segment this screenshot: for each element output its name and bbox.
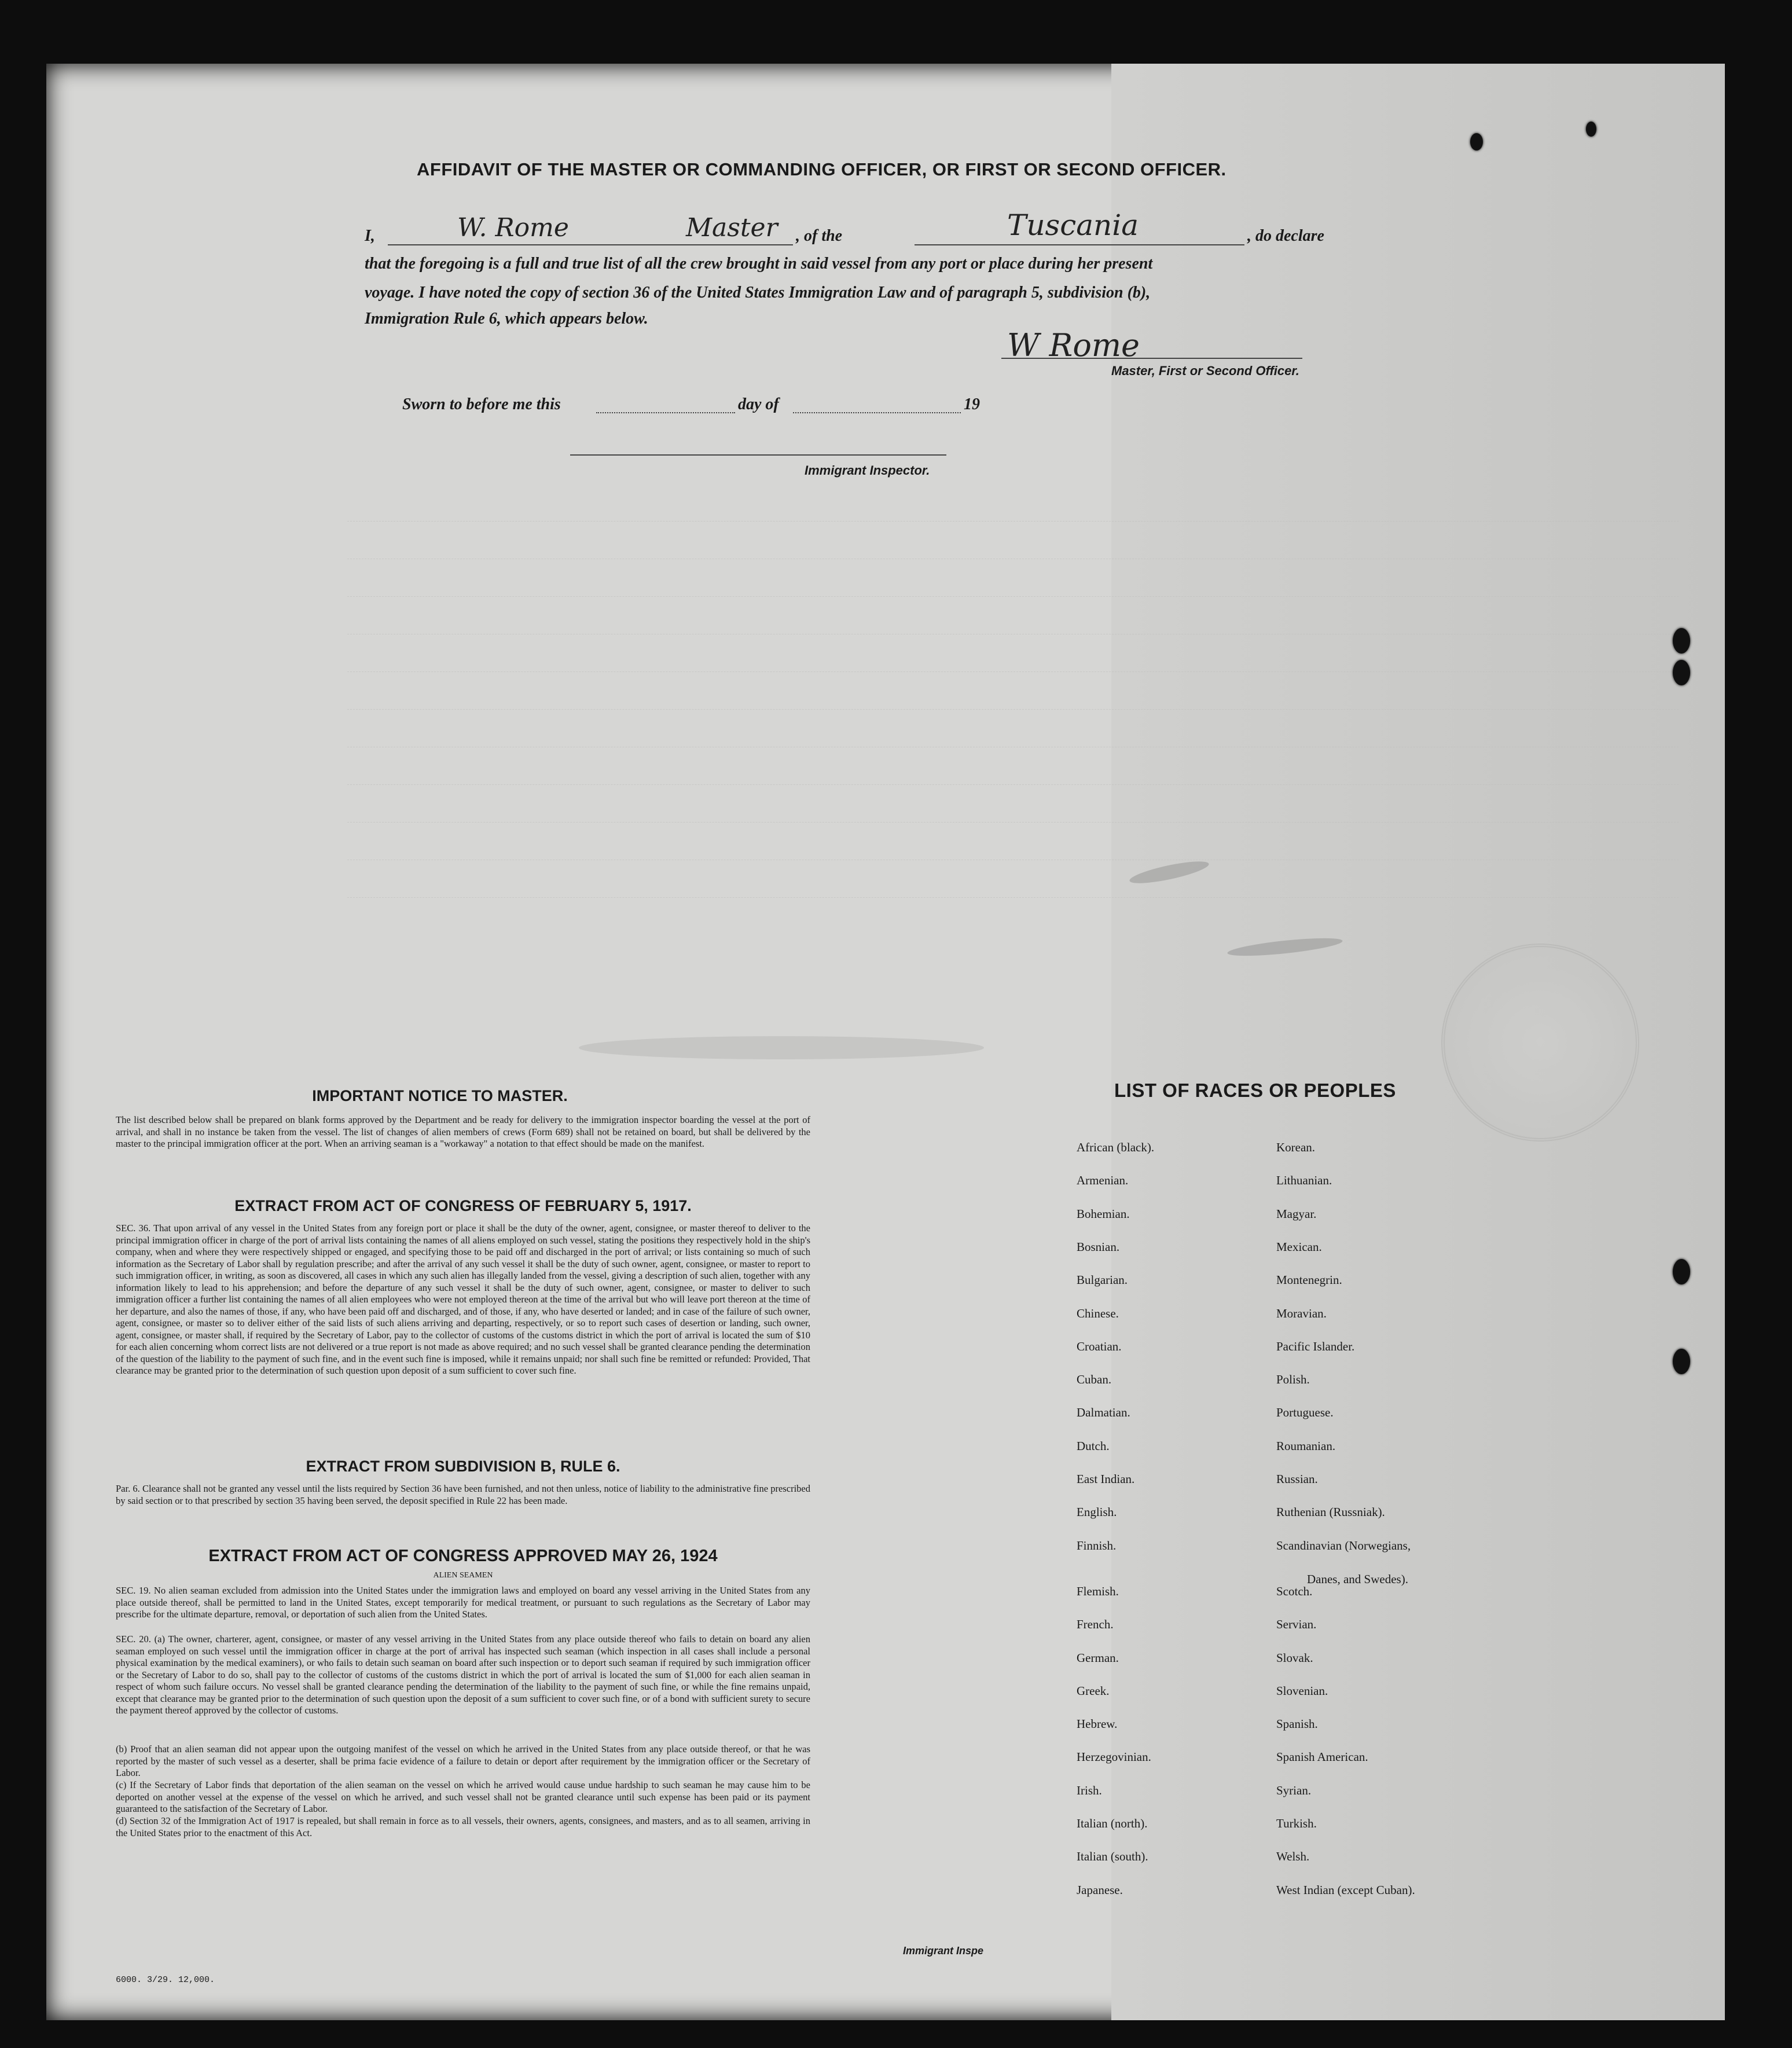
race-item: Japanese. <box>1077 1882 1123 1897</box>
affidavit-line-4: Immigration Rule 6, which appears below. <box>365 310 648 328</box>
extract-1924-sec20d: (d) Section 32 of the Immigration Act of 1917 is repealed, but shall remain in force as to all vessels, their owners, agents, consignees, and masters, and as to all seamen, arriving in the United States prior to the enactment of this Act. <box>116 1815 810 1838</box>
race-item: Hebrew. <box>1077 1717 1118 1731</box>
race-item: Scandinavian (Norwegians, <box>1276 1538 1411 1552</box>
race-item: Bosnian. <box>1077 1239 1120 1254</box>
punch-hole <box>1470 133 1483 151</box>
affidavit-line-2: that the foregoing is a full and true list of all the crew brought in said vessel from any port or place during her present <box>365 255 1153 273</box>
race-item: Roumanian. <box>1276 1438 1336 1453</box>
race-item: Scotch. <box>1276 1584 1313 1598</box>
extract-1924-sec20c: (c) If the Secretary of Labor finds that deportation of the alien seaman on the vessel on which he arrived would cause undue hardship to such seaman he may cause him to be deported on another vessel at the expense of the vessel on which he arrived, and such vessel shall not be granted clearance until such expense has been paid or its payment guaranteed to the satisfaction of the Secretary of Labor. <box>116 1779 810 1814</box>
punch-hole <box>1586 122 1596 137</box>
race-item: Slovak. <box>1276 1650 1313 1665</box>
affidavit-line-3: voyage. I have noted the copy of section 36 of the United States Immigration Law and of paragraph 5, subdivision (b), <box>365 284 1151 302</box>
race-item: Mexican. <box>1276 1239 1322 1254</box>
race-item: Magyar. <box>1276 1206 1317 1221</box>
extract-1924-sec20b: (b) Proof that an alien seaman did not appear upon the outgoing manifest of the vessel on which he arrived in the United States from any place outside thereof, or that he was reported by the master of such vessel as a deserter, shall be prima facie evidence of a failure to detain or deport after requirement by the immigration officer or the Secretary of Labor. <box>116 1744 810 1778</box>
race-item: Russian. <box>1276 1472 1318 1486</box>
race-item: Italian (south). <box>1077 1849 1148 1864</box>
race-item: Dalmatian. <box>1077 1405 1130 1420</box>
sworn-day-of: day of <box>738 395 779 413</box>
race-item: Turkish. <box>1276 1816 1317 1830</box>
race-item: Moravian. <box>1276 1306 1327 1320</box>
race-item: Lithuanian. <box>1276 1173 1332 1188</box>
race-item: Finnish. <box>1077 1538 1117 1552</box>
race-item: Slovenian. <box>1276 1683 1328 1698</box>
inspector-fragment: Immigrant Inspe <box>903 1945 984 1957</box>
extract-1924-sec20a: SEC. 20. (a) The owner, charterer, agent, consignee, or master of any vessel arriving in the United States from any place outside thereof who fails to detain on board any alien seaman employed on such vessel until the immigration officer in charge at the port of arrival has inspected such seaman (which inspection in all cases shall include a personal physical examination by the medical examiners), or who fails to detain such seaman on board after such inspection or to deport such seaman if required by such immigration officer or the Secretary of Labor to do so, shall pay to the collector of customs of the customs district in which the port of arrival is located the sum of $1,000 for each alien seaman in respect of whom such failure occurs. No vessel shall be granted clearance pending the determination of the liability to the payment of such fine, or while the fine remains unpaid, except that clearance may be granted prior to the determination of such question upon the deposit of a sum sufficient to cover such fine, or of a bond with sufficient surety to secure the payment thereof approved by the collector of customs. <box>116 1634 810 1716</box>
sworn-prefix: Sworn to before me this <box>402 395 561 413</box>
race-item: Flemish. <box>1077 1584 1119 1598</box>
race-item: Bulgarian. <box>1077 1273 1128 1287</box>
race-scandinavian-continued: Danes, and Swedes). <box>1307 1572 1408 1586</box>
extract-1924-title: EXTRACT FROM ACT OF CONGRESS APPROVED MAY 26, 1924 <box>208 1547 718 1565</box>
race-item: West Indian (except Cuban). <box>1276 1882 1415 1897</box>
affidavit-of-the: , of the <box>796 227 843 245</box>
affidavit-i: I, <box>365 227 375 245</box>
race-item: Dutch. <box>1077 1438 1110 1453</box>
race-item: Bohemian. <box>1077 1206 1130 1221</box>
extract-1917-title: EXTRACT FROM ACT OF CONGRESS OF FEBRUARY 5, 1917. <box>234 1197 692 1214</box>
race-item: Chinese. <box>1077 1306 1119 1320</box>
race-item: Italian (north). <box>1077 1816 1148 1830</box>
punch-hole <box>1673 1349 1690 1374</box>
race-item: Polish. <box>1276 1372 1310 1387</box>
race-item: Spanish American. <box>1276 1750 1368 1764</box>
race-item: African (black). <box>1077 1140 1155 1154</box>
master-signature: W Rome <box>1007 327 1140 364</box>
notice-master-body: The list described below shall be prepared on blank forms approved by the Department and be ready for delivery to the immigration inspector boarding the vessel at the port of arrival, and shall in no instance be taken from the vessel. The list of changes of alien members of crews (Form 689) shall not be retained on board, but shall be delivered by the master to the principal immigration officer at the port. When an arriving seaman is a "workaway" a notation to that effect should be made on the manifest. <box>116 1114 810 1149</box>
extract-1924-sec19: SEC. 19. No alien seaman excluded from admission into the United States under the immigration laws and employed on board any vessel arriving in the United States from any place outside thereof, shall be permitted to land in the United States, except temporarily for medical treatment, or pursuant to such regulations as the Secretary of Labor may prescribe for the ultimate departure, removal, or deportation of such alien from the United States. <box>116 1585 810 1620</box>
vessel-name-handwritten: Tuscania <box>1007 208 1139 242</box>
form-code: 6000. 3/29. 12,000. <box>116 1975 215 1985</box>
race-item: French. <box>1077 1617 1114 1632</box>
extract-rule6-body: Par. 6. Clearance shall not be granted any vessel until the lists required by Section 36 have been furnished, and not then unless, notice of liability to the administrative fine prescribed by said section or to that prescribed by section 35 having been served, the deposit specified in Rule 22 has been made. <box>116 1483 810 1506</box>
race-item: German. <box>1077 1650 1119 1665</box>
race-item: East Indian. <box>1077 1472 1135 1486</box>
race-item: Korean. <box>1276 1140 1316 1154</box>
punch-hole <box>1673 628 1690 654</box>
race-item: Croatian. <box>1077 1339 1122 1353</box>
extract-rule6-title: EXTRACT FROM SUBDIVISION B, RULE 6. <box>306 1458 620 1475</box>
race-item: Greek. <box>1077 1683 1110 1698</box>
immigrant-inspector-caption: Immigrant Inspector. <box>805 463 930 478</box>
master-title-handwritten: Master <box>686 213 778 243</box>
races-title: LIST OF RACES OR PEOPLES <box>1114 1080 1396 1101</box>
race-item: Armenian. <box>1077 1173 1129 1188</box>
affidavit-do-declare: , do declare <box>1247 227 1324 245</box>
race-item: Servian. <box>1276 1617 1317 1632</box>
punch-hole <box>1673 1259 1690 1284</box>
race-item: Spanish. <box>1276 1717 1318 1731</box>
signature-caption: Master, First or Second Officer. <box>1111 364 1299 378</box>
race-item: Pacific Islander. <box>1276 1339 1355 1353</box>
race-item: Montenegrin. <box>1276 1273 1342 1287</box>
race-item: Portuguese. <box>1276 1405 1334 1420</box>
affidavit-title: AFFIDAVIT OF THE MASTER OR COMMANDING OFFICER, OR FIRST OR SECOND OFFICER. <box>417 159 1227 179</box>
race-item: Welsh. <box>1276 1849 1310 1864</box>
race-item: Syrian. <box>1276 1783 1312 1797</box>
master-name-handwritten: W. Rome <box>457 213 569 243</box>
race-item: English. <box>1077 1505 1117 1520</box>
punch-hole <box>1673 660 1690 685</box>
extract-1917-body: SEC. 36. That upon arrival of any vessel in the United States from any foreign port or place it shall be the duty of the owner, agent, consignee, or master thereof to deliver to the principal immigration officer in charge of the port of arrival lists containing the names of all aliens employed on such vessel, stating the positions they respectively hold in the ship's company, when and where they were respectively shipped or engaged, and specifying those to be paid off and discharged in the port of arrival; or lists containing so much of such information as the Secretary of Labor shall by regulation prescribe; and after the arrival of any such vessel it shall be the duty of such owner, agent, consignee, or master to report to such immigration officer, in writing, as soon as discovered, all cases in which any such alien has illegally landed from the vessel, giving a description of such alien, together with any information likely to lead to his apprehension; and before the departure of any such vessel it shall be the duty of such owner, agent, consignee, or master to deliver to such immigration officer a further list containing the names of all alien employees who were not employed thereon at the time of the arrival but who will leave port thereon at the time of her departure, and also the names of those, if any, who have been paid off and discharged, and of those, if any, who have deserted or landed; and in case of the failure of such owner, agent, consignee, or master so to deliver either of the said lists of such aliens arriving and departing, respectively, or so to report such cases of desertion or landing, such owner, agent, consignee, or master shall, if required by the Secretary of Labor, pay to the collector of customs of the customs district in which the port of arrival is located the sum of $10 for each alien concerning whom correct lists are not delivered or a true report is not made as above required; and no such vessel shall be granted clearance pending the determination of the question of the liability to the payment of such fine, and in the event such fine is imposed, while it remains unpaid; nor shall such fine be remitted or refunded: Provided, That clearance may be granted prior to the determination of such question upon deposit of a sum sufficient to cover such fine. <box>116 1223 810 1376</box>
race-item: Ruthenian (Russniak). <box>1276 1505 1385 1520</box>
race-item: Herzegovinian. <box>1077 1750 1151 1764</box>
race-item: Cuban. <box>1077 1372 1112 1387</box>
sworn-year: 19 <box>964 395 980 413</box>
notice-master-title: IMPORTANT NOTICE TO MASTER. <box>312 1087 568 1104</box>
race-item: Irish. <box>1077 1783 1102 1797</box>
embossed-seal <box>1441 944 1639 1142</box>
extract-1924-subtitle: ALIEN SEAMEN <box>433 1571 493 1580</box>
